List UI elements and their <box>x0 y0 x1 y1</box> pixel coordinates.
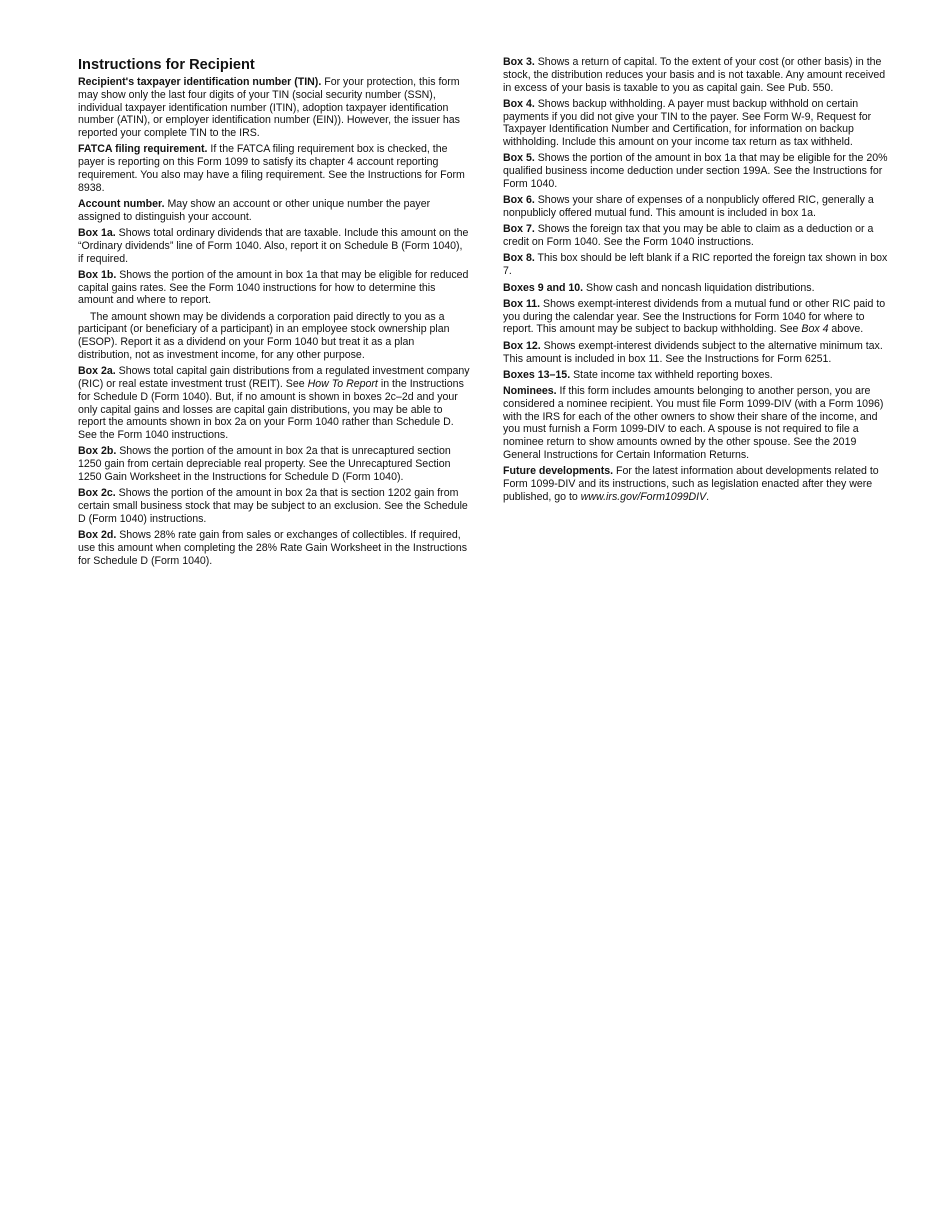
paragraph-account-number: Account number. May show an account or other unique number the payer assigned to distinguish your account. <box>78 197 431 223</box>
paragraph-box-1a: Box 1a. Shows total ordinary dividends that are taxable. Include this amount on the “Ordinary dividends” line of Form 1040. Also, report it on Schedule B (Form 1040), if required. <box>78 227 469 265</box>
left-column <box>78 56 470 571</box>
paragraph-recipient-tin: Recipient's taxpayer identification number (TIN). For your protection, this form may show only the last four digits of your TIN (social security number (SSN), individual taxpayer identification number (ITIN), adoption taxpayer identification number (ATIN), or employer identification number (EIN)). However, the issuer has reported your complete TIN to the IRS. <box>78 76 460 139</box>
paragraph-box-1b: Box 1b. Shows the portion of the amount in box 1a that may be eligible for reduced capital gains rates. See the Form 1040 instructions for how to determine this amount and where to report. <box>78 268 469 307</box>
irs-url-link[interactable]: www.irs.gov/Form1099DIV <box>580 490 707 503</box>
paragraph-box-6: Box 6. Shows your share of expenses of a nonpublicly offered RIC, generally a nonpublicly offered mutual fund. This amount is included in box 1a. <box>503 194 874 220</box>
paragraph-box-5: Box 5. Shows the portion of the amount in box 1a that may be eligible for the 20% qualified business income deduction under section 199A. See the Instructions for Form 1040. <box>503 152 888 190</box>
paragraph-box-11: Box 11. Shows exempt-interest dividends from a mutual fund or other RIC paid to you during the calendar year. See the Instructions for Form 1040 for where to report. This amount may be subject to backup withholding. See Box 4 above. <box>503 297 886 336</box>
heading-future-developments: Future developments. <box>503 465 614 478</box>
heading-boxes-13-15: Boxes 13–15. <box>503 368 571 381</box>
heading-box-11: Box 11. <box>503 297 541 310</box>
heading-box-12: Box 12. <box>503 339 541 352</box>
paragraph-box-2a: Box 2a. Shows total capital gain distributions from a regulated investment company (RIC) or real estate investment trust (REIT). See How To Report in the Instructions for Schedule D (Form 1040). But, if no amount is shown in boxes 2c–2d and your only capital gains and losses are capital gain distributions, you may be able to report the amounts shown in box 2a on your Form 1040 rather than Schedule D. See the Form 1040 instructions. <box>78 365 470 442</box>
heading-box-2a: Box 2a. <box>78 365 116 378</box>
heading-box-5: Box 5. <box>503 152 535 165</box>
paragraph-box-2c: Box 2c. Shows the portion of the amount in box 2a that is section 1202 gain from certain small business stock that may be subject to an exclusion. See the Schedule D (Form 1040) instructions. <box>78 487 468 525</box>
heading-box-2c: Box 2c. <box>78 487 116 500</box>
heading-box-1a: Box 1a. <box>78 227 116 240</box>
heading-nominees: Nominees. <box>503 385 557 398</box>
right-column <box>503 56 895 507</box>
heading-box-1b: Box 1b. <box>78 268 117 281</box>
paragraph-nominees: Nominees. If this form includes amounts belonging to another person, you are considered a nominee recipient. You must file Form 1099-DIV (with a Form 1096) with the IRS for each of the other owners to show their share of the income, and you must furnish a Form 1099-DIV to each. A spouse is not required to file a nominee return to show amounts owned by the other spouse. See the 2019 General Instructions for Certain Information Returns. <box>503 385 884 461</box>
paragraph-future-developments: Future developments. For the latest information about developments related to Form 1099-DIV and its instructions, such as legislation enacted after they were published, go to www.irs.gov/Form1099DIV. <box>503 465 879 503</box>
heading-recipient-tin: Recipient's taxpayer identification number (TIN). <box>78 76 322 88</box>
heading-box-8: Box 8. <box>503 252 535 265</box>
paragraph-esop: The amount shown may be dividends a corporation paid directly to you as a participant (or beneficiary of a participant) in an employee stock ownership plan (ESOP). Report it as a dividend on your Form 1040 but treat it as a plan distribution, not as investment income, for any other purpose. <box>78 310 450 361</box>
heading-box-7: Box 7. <box>503 223 535 236</box>
heading-boxes-9-10: Boxes 9 and 10. <box>503 281 584 294</box>
heading-fatca: FATCA filing requirement. <box>78 143 208 156</box>
paragraph-box-3: Box 3. Shows a return of capital. To the extent of your cost (or other basis) in the stock, the distribution reduces your basis and is not taxable. Any amount received in excess of your basis is taxable to you as capital gain. See Pub. 550. <box>503 56 886 94</box>
heading-box-4: Box 4. <box>503 97 535 110</box>
page-title: Instructions for Recipient <box>78 57 255 73</box>
heading-box-2b: Box 2b. <box>78 445 117 458</box>
heading-box-3: Box 3. <box>503 56 535 68</box>
heading-account-number: Account number. <box>78 197 165 210</box>
paragraph-box-2d: Box 2d. Shows 28% rate gain from sales or exchanges of collectibles. If required, use this amount when completing the 28% Rate Gain Worksheet in the Instructions for Schedule D (Form 1040). <box>78 529 468 567</box>
paragraph-box-7: Box 7. Shows the foreign tax that you may be able to claim as a deduction or a credit on Form 1040. See the Form 1040 instructions. <box>503 223 874 249</box>
paragraph-box-2b: Box 2b. Shows the portion of the amount in box 2a that is unrecaptured section 1250 gain from certain depreciable real property. See the Unrecaptured Section 1250 Gain Worksheet in the Instructions for Schedule D (Form 1040). <box>78 445 451 483</box>
paragraph-box-12: Box 12. Shows exempt-interest dividends subject to the alternative minimum tax. This amount is included in box 11. See the Instructions for Form 6251. <box>503 339 883 365</box>
heading-box-2d: Box 2d. <box>78 529 117 542</box>
paragraph-boxes-13-15: Boxes 13–15. State income tax withheld reporting boxes. <box>503 368 773 381</box>
paragraph-boxes-9-10: Boxes 9 and 10. Show cash and noncash liquidation distributions. <box>503 281 815 294</box>
paragraph-fatca: FATCA filing requirement. If the FATCA filing requirement box is checked, the payer is reporting on this Form 1099 to satisfy its chapter 4 account reporting requirement. You also may have a filing requirement. See the Instructions for Form 8938. <box>78 143 465 194</box>
heading-box-6: Box 6. <box>503 194 535 207</box>
paragraph-box-4: Box 4. Shows backup withholding. A payer must backup withhold on certain payments if you did not give your TIN to the payer. See Form W-9, Request for Taxpayer Identification Number and Certification, for information on backup withholding. Include this amount on your income tax return as tax withheld. <box>503 97 872 149</box>
paragraph-box-8: Box 8. This box should be left blank if a RIC reported the foreign tax shown in box 7. <box>503 252 888 278</box>
